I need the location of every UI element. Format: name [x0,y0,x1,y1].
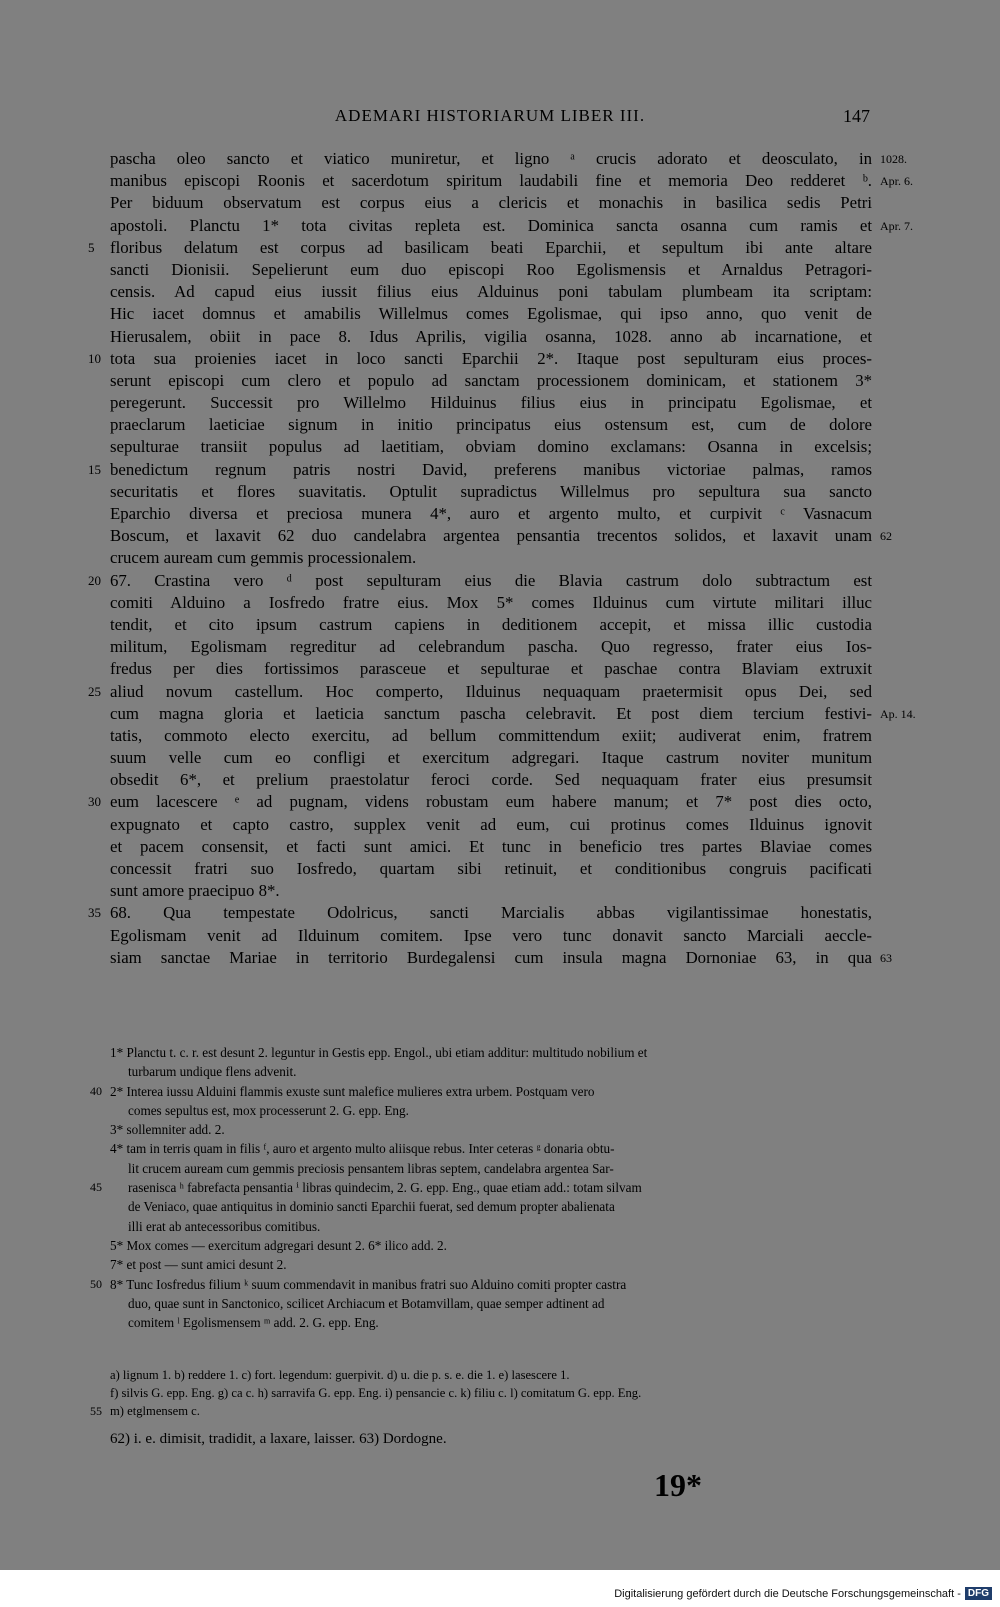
running-title: ADEMARI HISTORIARUM LIBER III. [334,106,646,125]
line-text: expugnato et capto castro, supplex venit ad eum, cui protinus comes Ilduinus ignovit [110,814,872,834]
line-text: aliud novum castellum. Hoc comperto, Ilduinus nequaquam praetermisit opus Dei, sed [110,681,872,701]
footnote-line [110,1366,872,1384]
line-text: 1* Planctu t. c. r. est desunt 2. leguntur in Gestis epp. Engol., ubi etiam additur: multitudo nobilium et [110,1045,648,1060]
text-line [110,814,872,836]
line-text: 4* tam in terris quam in filis ᶠ, auro et argento multo aliisque rebus. Inter ceteras ᵍ donaria obtu- [110,1141,615,1157]
line-text: Boscum, et laxavit 62 duo candelabra argentea pensantia trecentos solidos, et laxavit unam [110,526,872,546]
line-text: 7* et post — sunt amici desunt 2. [110,1257,287,1273]
line-text: apostoli. Planctu 1* tota civitas repleta est. Dominica sancta osanna cum ramis et [110,215,872,235]
line-number: 35 [88,905,101,921]
line-text: Hic iacet domnus et amabilis Willelmus comes Egolismae, qui ipso anno, quo venit de [110,304,872,324]
numeric-footnotes: 62) i. e. dimisit, tradidit, a laxare, laisser. 63) Dordogne. [110,1431,447,1447]
line-number: 30 [88,794,101,810]
text-line [110,148,907,170]
footnote-line [110,1139,872,1158]
dfg-logo: DFG [965,1587,992,1600]
main-text [88,148,916,969]
margin-note: 1028. [880,152,907,166]
text-line [110,303,872,325]
text-line [110,747,872,769]
text-line [88,570,872,592]
line-text: de Veniaco, quae antiquitus in dominio sancti Eparchii fuerat, sed demum propter abalienata [128,1199,615,1215]
line-text: lit crucem auream cum gemmis preciosis pensantem libras septem, candelabra argentea Sar- [128,1160,614,1176]
footnote-line [110,1255,872,1274]
footnote-line [110,1384,872,1402]
line-number: 25 [88,683,101,699]
text-line [110,947,892,969]
line-text: 8* Tunc Iosfredus filium ᵏ suum commendavit in manibus fratri suo Alduino comiti propter castra [110,1276,627,1292]
footer-text: Digitalisierung gefördert durch die Deutsche Forschungsgemeinschaft - [614,1587,961,1600]
line-text: 3* sollemniter add. 2. [110,1122,225,1138]
text-line [110,925,872,947]
line-text: turbarum undique flens advenit. [128,1064,297,1080]
line-text: sunt amore praecipuo 8*. [110,881,280,901]
line-text: 5* Mox comes — exercitum adgregari desunt 2. 6* ilico add. 2. [110,1237,447,1253]
text-line [88,459,872,481]
text-line [110,481,872,503]
footnote-line [110,1062,872,1081]
text-line [110,503,872,525]
text-line [110,170,913,192]
line-number: 40 [90,1083,102,1098]
text-line [110,725,872,747]
line-text: manibus episcopi Roonis et sacerdotum spiritum laudabili fine et memoria Deo redderet ᵇ. [110,171,872,191]
line-text: tatis, commoto electo exercitu, ad bellum committendum exiit; audiverat enim, fratrem [110,725,872,745]
line-text: comes sepultus est, mox processerunt 2. G. epp. Eng. [128,1102,409,1118]
line-text: et pacem consensit, et facti sunt amici. Et tunc in beneficio tres partes Blaviae comes [110,836,872,856]
line-text: Per biduum observatum est corpus eius a clericis et monachis in basilica sedis Petri [110,193,872,213]
digitization-footer [614,1587,992,1600]
footnote-line [110,1159,872,1178]
line-text: suum velle cum eo confligi et exercitum adgregari. Itaque castrum noviter munitum [110,748,872,768]
line-text: rasenisca ʰ fabrefacta pensantia ⁱ libras quindecim, 2. G. epp. Eng., quae etiam add.: totam silvam [128,1180,642,1196]
text-line [88,681,872,703]
footnote-line [90,1082,872,1101]
line-text: a) lignum 1. b) reddere 1. c) fort. legendum: guerpivit. d) u. die p. s. e. die 1. e) lasescere 1. [110,1368,570,1382]
text-line [110,259,872,281]
text-line [110,547,872,569]
text-line [110,370,872,392]
line-number: 55 [90,1404,102,1418]
line-text: peregerunt. Successit pro Willelmo Hilduinus filius eius in principatu Egolismae, et [110,393,872,413]
margin-note: Apr. 7. [880,218,913,233]
line-text: obsedit 6*, et prelium praestolatur feroci corde. Sed nequaquam frater eius presumsit [110,770,872,790]
text-line [110,326,872,348]
footnote-line [110,1120,872,1139]
line-text: 2* Interea iussu Alduini flammis exuste sunt malefice mulieres extra urbem. Postquam vero [110,1083,595,1099]
line-text: praeclarum laeticiae signum in initio principatus eius ostensum est, cum de dolore [110,415,872,435]
text-line [110,392,872,414]
line-text: Hierusalem, obiit in pace 8. Idus Aprilis, vigilia osanna, 1028. anno ab incarnatione, et [110,326,872,346]
footnote-line [110,1236,872,1255]
line-text: f) silvis G. epp. Eng. g) ca c. h) sarravifa G. epp. Eng. i) pensancie c. k) filiu c. l) comitatum G. epp. Eng. [110,1386,642,1400]
footnote-line [90,1275,872,1294]
line-text: duo, quae sunt in Sanctonico, scilicet Archiacum et Botamvillam, quae semper adtinent ad [128,1295,605,1311]
line-number: 10 [88,350,101,366]
margin-note: Ap. 14. [880,706,916,721]
text-line [110,525,892,547]
footnote-line [110,1101,872,1120]
text-line [110,836,872,858]
line-text: m) etglmensem c. [110,1404,200,1418]
text-line [110,636,872,658]
line-text: crucem auream cum gemmis processionalem. [110,548,417,568]
line-text: eum lacescere ᵉ ad pugnam, videns robustam eum habere manum; et 7* post dies octo, [110,792,872,812]
line-text: siam sanctae Mariae in territorio Burdegalensi cum insula magna Dornoniae 63, in qua [110,947,872,967]
text-line [88,237,872,259]
line-text: sepulturae transiit populus ad laetitiam, obviam domino exclamans: Osanna in excelsis; [110,437,872,457]
text-line [110,880,872,902]
footnote-line [110,1313,872,1332]
line-text: comiti Alduino a Iosfredo fratre eius. Mox 5* comes Ilduinus cum virtute militari illuc [110,592,872,612]
margin-note: Apr. 6. [880,174,913,189]
footnote-line [110,1217,872,1236]
star-footnotes [90,1043,872,1332]
footnote-line [90,1178,872,1197]
footnote-line [110,1294,872,1313]
letter-footnotes [90,1366,872,1420]
line-text: securitatis et flores suavitatis. Optulit supradictus Willelmus pro sepultura sua sancto [110,481,872,501]
line-text: militum, Egolismam regreditur ad celebrandum pascha. Quo regresso, frater eius Ios- [110,637,872,657]
text-line [110,769,872,791]
line-text: fredus per dies fortissimos parasceue et sepulturae et paschae contra Blaviam extruxit [110,659,872,679]
line-text: tota sua proienies iacet in loco sancti Eparchii 2*. Itaque post sepulturam eius proces- [110,348,872,368]
line-text: illi erat ab antecessoribus comitibus. [128,1218,321,1234]
text-line [110,703,916,725]
text-line [110,414,872,436]
page-number: 147 [843,106,870,126]
text-line [110,281,872,303]
line-number: 15 [88,461,101,477]
text-line [110,592,872,614]
text-line [110,658,872,680]
margin-note: 63 [880,950,892,965]
footnote-line [90,1402,872,1420]
line-number: 45 [90,1180,102,1195]
text-line [88,902,872,924]
line-text: benedictum regnum patris nostri David, preferens manibus victoriae palmas, ramos [110,459,872,479]
footnote-line [110,1043,872,1062]
page-header [110,106,870,132]
line-text: sancti Dionisii. Sepelierunt eum duo episcopi Roo Egolismensis et Arnaldus Petragori- [110,259,872,279]
line-text: pascha oleo sancto et viatico muniretur, et ligno ᵃ crucis adorato et deosculato, in [110,149,872,168]
line-text: concessit fratri suo Iosfredo, quartam sibi retinuit, et conditionibus congruis pacificati [110,859,872,878]
text-line [110,192,872,214]
line-text: floribus delatum est corpus ad basilicam beati Eparchii, et sepultum ibi ante altare [110,237,872,257]
text-line [110,858,872,880]
line-text: cum magna gloria et laeticia sanctum pascha celebravit. Et post diem tercium festivi- [110,703,872,723]
line-text: comitem ˡ Egolismensem ᵐ add. 2. G. epp. Eng. [128,1315,379,1331]
line-number: 20 [88,572,101,588]
text-line [110,436,872,458]
line-text: tendit, et cito ipsum castrum capiens in deditionem accepit, et missa illic custodia [110,614,872,634]
text-line [88,791,872,813]
text-line [110,215,913,237]
margin-note: 62 [880,529,892,544]
line-text: serunt episcopi cum clero et populo ad sanctam processionem dominicam, et stationem 3* [110,370,872,390]
line-text: 67. Crastina vero ᵈ post sepulturam eius die Blavia castrum dolo subtractum est [110,570,872,590]
line-text: Egolismam venit ad Ilduinum comitem. Ipse vero tunc donavit sancto Marciali aeccle- [110,925,872,945]
footnote-line [110,1197,872,1216]
line-text: Eparchio diversa et preciosa munera 4*, auro et argento multo, et curpivit ᶜ Vasnacum [110,504,872,523]
signature-mark: 19* [654,1467,702,1503]
text-line [110,614,872,636]
line-text: 68. Qua tempestate Odolricus, sancti Marcialis abbas vigilantissimae honestatis, [110,903,872,923]
line-number: 50 [90,1276,102,1291]
line-number: 5 [88,239,95,255]
line-text: censis. Ad capud eius iussit filius eius Alduinus poni tabulam plumbeam ita scriptam: [110,282,872,302]
text-line [88,348,872,370]
